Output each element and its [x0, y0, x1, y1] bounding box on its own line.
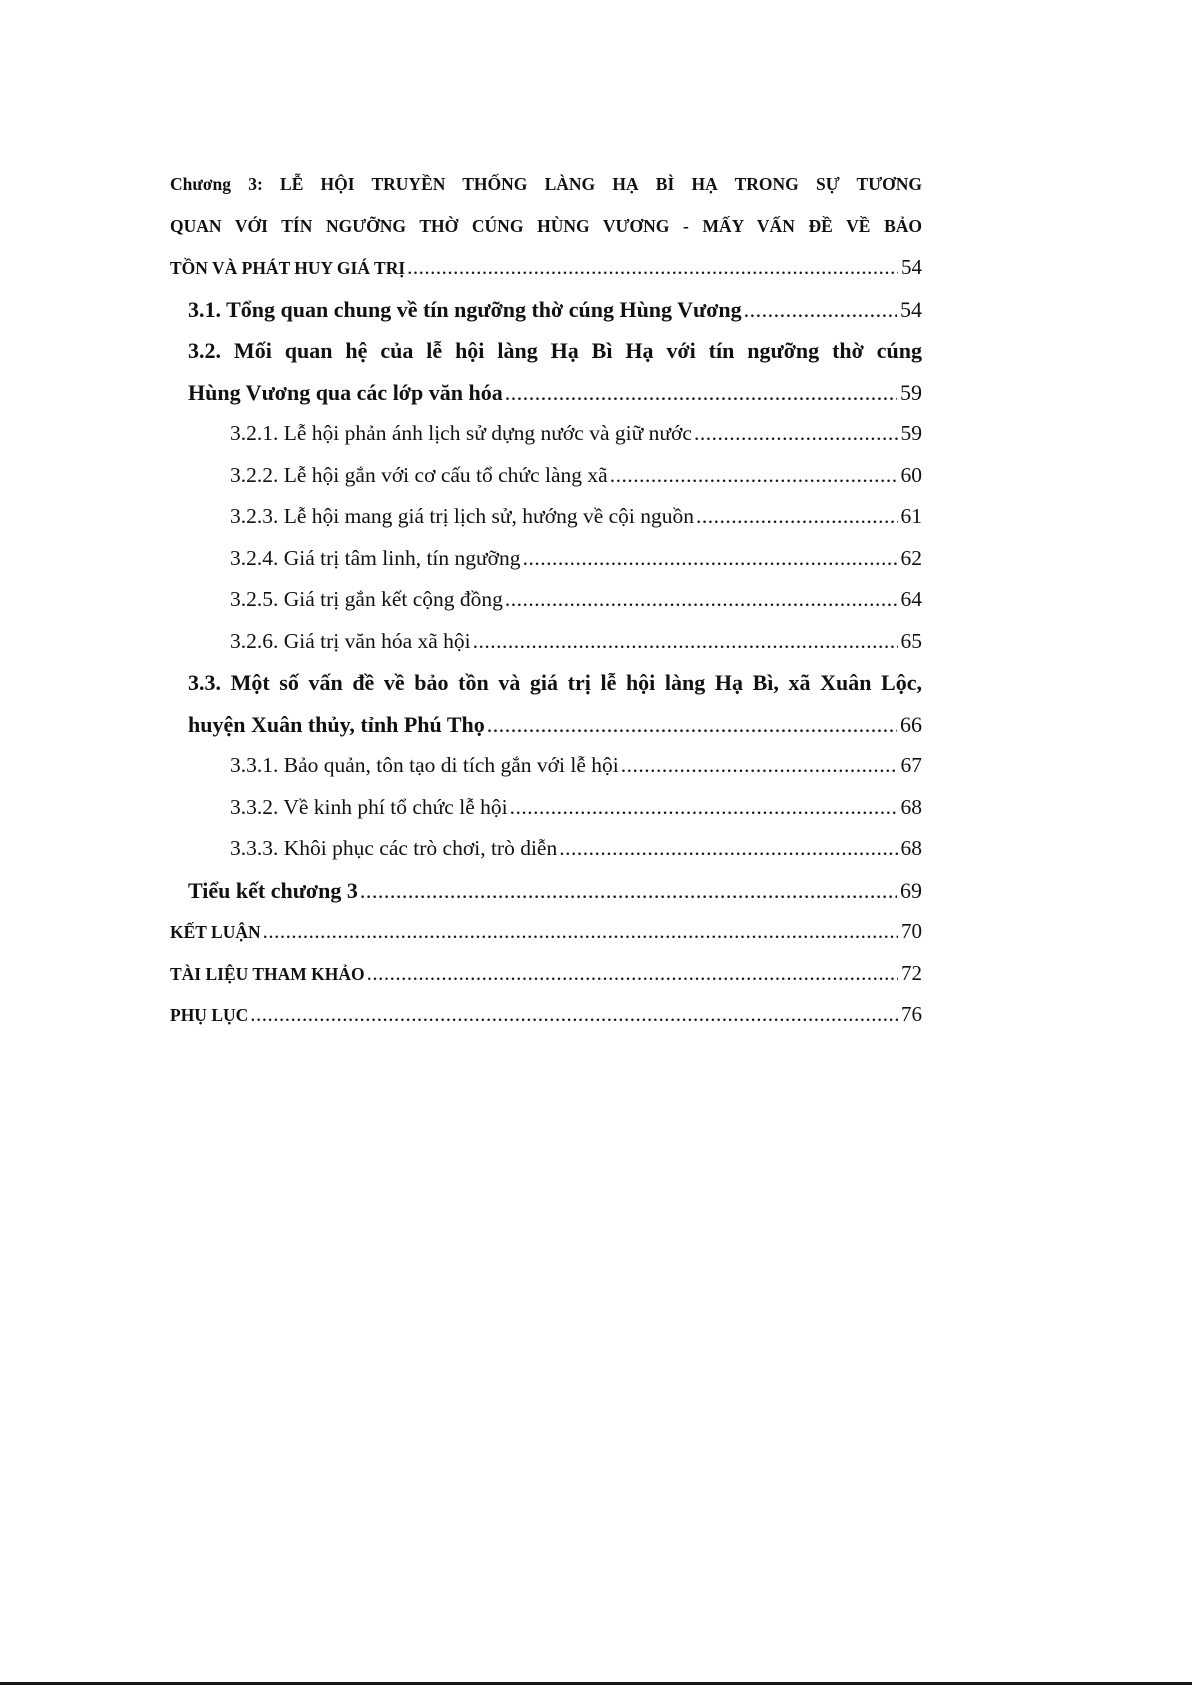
dot-leader: [621, 745, 898, 787]
toc-entry-title: 3.3.2. Về kinh phí tổ chức lễ hội: [230, 794, 508, 819]
toc-page-number: 66: [900, 711, 922, 737]
dot-leader: [250, 994, 898, 1036]
toc-page-number: 72: [901, 960, 922, 985]
toc-entry-title: 3.2.6. Giá trị văn hóa xã hội: [230, 628, 471, 653]
toc-entry-title: huyện Xuân thủy, tỉnh Phú Thọ: [188, 711, 485, 737]
dot-leader: [505, 372, 897, 414]
dot-leader: [694, 413, 898, 455]
toc-entry-3-2-1[interactable]: [170, 413, 922, 455]
toc-page-number: 68: [900, 794, 922, 819]
dot-leader: [610, 455, 898, 497]
toc-entry-title: 3.1. Tổng quan chung về tín ngưỡng thờ cúng Hùng Vương: [188, 296, 742, 322]
toc-chapter3-text-2: QUAN VỚI TÍN NGƯỠNG THỜ CÚNG HÙNG VƯƠNG - MẤY VẤN ĐỀ VỀ BẢO: [170, 215, 922, 236]
toc-entry-3-3-line1: [170, 662, 922, 704]
dot-leader: [523, 538, 898, 580]
dot-leader: [487, 704, 897, 746]
toc-page-number: 70: [901, 919, 922, 943]
toc-entry-3-2-4[interactable]: [170, 538, 922, 580]
toc-entry-3-2-line2[interactable]: [170, 372, 922, 414]
toc-entry-title: 3.2.4. Giá trị tâm linh, tín ngưỡng: [230, 545, 521, 570]
dot-leader: [360, 870, 897, 912]
toc-page-number: 61: [900, 504, 922, 528]
toc-entry-summary-3[interactable]: [170, 870, 922, 912]
toc-entry-title: Hùng Vương qua các lớp văn hóa: [188, 379, 503, 405]
dot-leader: [744, 289, 897, 331]
dot-leader: [473, 621, 898, 663]
dot-leader: [510, 787, 898, 829]
toc-entry-title: 3.3.3. Khôi phục các trò chơi, trò diễn: [230, 836, 558, 860]
dot-leader: [505, 579, 898, 621]
table-of-contents: [170, 164, 922, 1036]
toc-chapter3-text-1: Chương 3: LỄ HỘI TRUYỀN THỐNG LÀNG HẠ BÌ HẠ TRONG SỰ TƯƠNG: [170, 174, 922, 194]
toc-entry-title: 3.2.1. Lễ hội phản ánh lịch sử dựng nước và giữ nước: [230, 421, 692, 445]
toc-entry-3-1[interactable]: [170, 289, 922, 331]
toc-chapter3-line2: [170, 206, 922, 248]
toc-chapter3-line1: [170, 164, 922, 206]
toc-entry-title: 3.2.3. Lễ hội mang giá trị lịch sử, hướng về cội nguồn: [230, 504, 695, 528]
toc-entry-title: 3.2.5. Giá trị gắn kết cộng đồng: [230, 587, 503, 611]
toc-entry-3-2-5[interactable]: [170, 579, 922, 621]
toc-entry-3-3-line2[interactable]: [170, 704, 922, 746]
toc-entry-title: 3.3. Một số vấn đề về bảo tồn và giá trị lễ hội làng Hạ Bì, xã Xuân Lộc,: [188, 670, 922, 695]
toc-entry-title: TÀI LIỆU THAM KHẢO: [170, 963, 365, 984]
toc-page-number: 65: [900, 628, 922, 653]
toc-entry-3-2-2[interactable]: [170, 455, 922, 497]
toc-page-number: 62: [900, 545, 922, 570]
toc-entry-3-2-line1: [170, 330, 922, 372]
toc-entry-3-3-1[interactable]: [170, 745, 922, 787]
toc-entry-3-2-6[interactable]: [170, 621, 922, 663]
dot-leader: [696, 496, 897, 538]
dot-leader: [367, 953, 898, 995]
toc-entry-title: PHỤ LỤC: [170, 1005, 249, 1025]
toc-page-number: 54: [901, 255, 922, 279]
toc-page-number: 59: [900, 421, 922, 445]
dot-leader: [559, 828, 897, 870]
toc-page-number: 64: [900, 587, 922, 611]
toc-page-number: 68: [900, 836, 922, 860]
toc-entry-title: Tiểu kết chương 3: [188, 877, 358, 903]
toc-entry-title: 3.3.1. Bảo quản, tôn tạo di tích gắn với lễ hội: [230, 753, 619, 777]
toc-chapter3-text-3: TỒN VÀ PHÁT HUY GIÁ TRỊ: [170, 258, 406, 278]
dot-leader: [263, 911, 898, 953]
toc-entry-title: 3.2. Mối quan hệ của lễ hội làng Hạ Bì Hạ với tín ngưỡng thờ cúng: [188, 338, 922, 363]
toc-entry-appendix[interactable]: [170, 994, 922, 1036]
toc-entry-3-3-2[interactable]: [170, 787, 922, 829]
toc-chapter3-line3[interactable]: [170, 247, 922, 289]
toc-page-number: 54: [900, 296, 922, 322]
dot-leader: [407, 247, 898, 289]
toc-entry-references[interactable]: [170, 953, 922, 995]
toc-entry-title: 3.2.2. Lễ hội gắn với cơ cấu tổ chức làng xã: [230, 462, 608, 487]
toc-entry-3-3-3[interactable]: [170, 828, 922, 870]
toc-entry-title: KẾT LUẬN: [170, 922, 261, 942]
toc-entry-conclusion[interactable]: [170, 911, 922, 953]
toc-page-number: 76: [901, 1002, 922, 1026]
toc-page-number: 67: [900, 753, 922, 777]
toc-page-number: 60: [900, 462, 922, 487]
toc-page-number: 69: [900, 877, 922, 903]
toc-page-number: 59: [900, 379, 922, 405]
toc-entry-3-2-3[interactable]: [170, 496, 922, 538]
